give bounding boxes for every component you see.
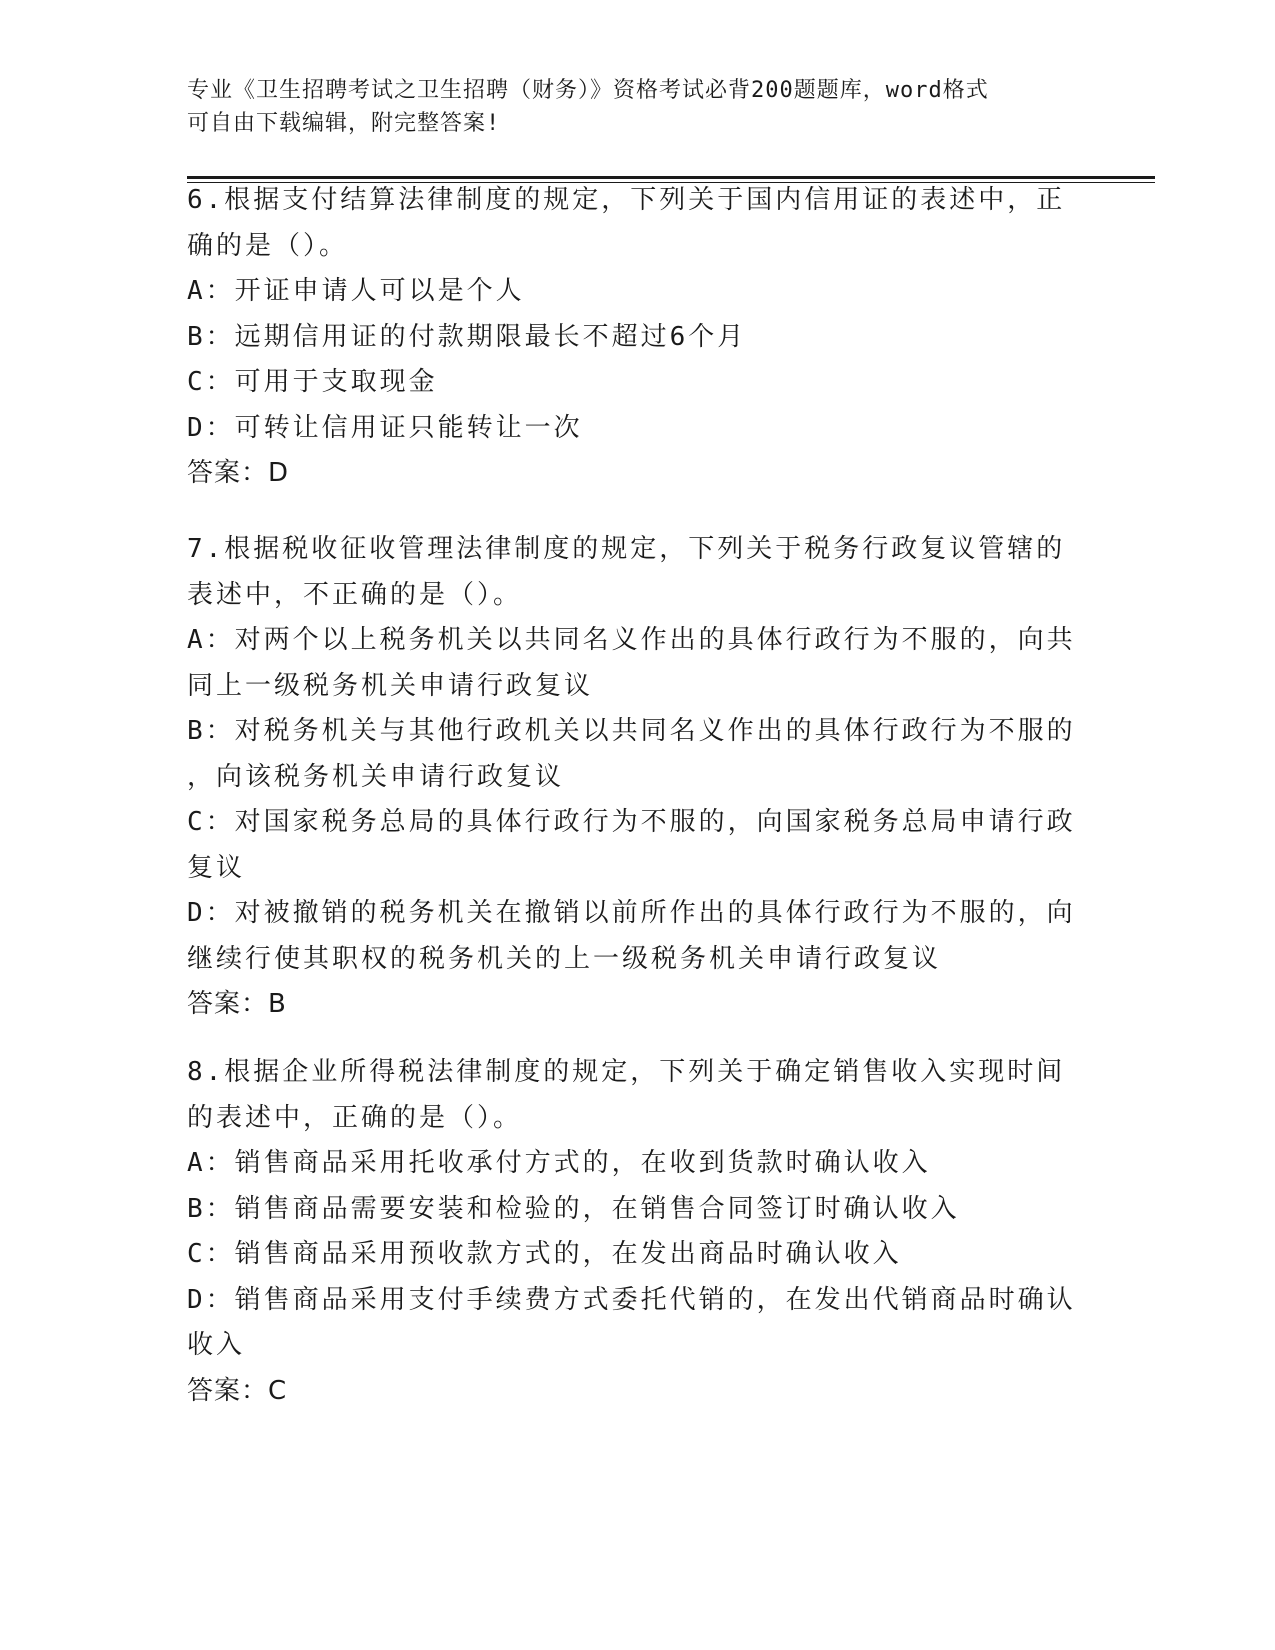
stem-line: 的表述中，正确的是（）。 <box>187 1102 523 1133</box>
stem-line: 8.根据企业所得税法律制度的规定，下列关于确定销售收入实现时间 <box>187 1057 1066 1087</box>
option-line: B：销售商品需要安装和检验的，在销售合同签订时确认收入 <box>187 1193 960 1224</box>
option-d <box>187 891 1087 982</box>
option-line: C：对国家税务总局的具体行政行为不服的，向国家税务总局申请行政 <box>187 807 1076 837</box>
option-line: D：销售商品采用支付手续费方式委托代销的，在发出代销商品时确认 <box>187 1284 1076 1315</box>
option-line: 收入 <box>187 1330 246 1360</box>
option-a <box>187 1141 1087 1187</box>
option-line: D：可转让信用证只能转让一次 <box>187 412 583 443</box>
header-line-2: 可自由下载编辑，附完整答案! <box>187 111 501 136</box>
answer: 答案：B <box>187 989 287 1019</box>
option-a <box>187 618 1087 709</box>
option-line: 同上一级税务机关申请行政复议 <box>187 670 594 701</box>
option-line: B：对税务机关与其他行政机关以共同名义作出的具体行政行为不服的 <box>187 716 1076 746</box>
option-line: 复议 <box>187 852 246 883</box>
option-d <box>187 406 1087 452</box>
question-stem <box>187 527 1087 618</box>
answer: 答案：D <box>187 458 290 488</box>
question-stem <box>187 1050 1087 1141</box>
option-a <box>187 269 1087 315</box>
option-c <box>187 1232 1087 1278</box>
option-line: D：对被撤销的税务机关在撤销以前所作出的具体行政行为不服的，向 <box>187 898 1076 928</box>
stem-line: 确的是（）。 <box>187 230 349 261</box>
option-line: A：开证申请人可以是个人 <box>187 276 525 306</box>
option-c <box>187 360 1087 406</box>
answer: 答案：C <box>187 1375 288 1406</box>
stem-line: 7.根据税收征收管理法律制度的规定，下列关于税务行政复议管辖的 <box>187 534 1066 564</box>
header-line-1: 专业《卫生招聘考试之卫生招聘（财务）》资格考试必背200题题库，word格式 <box>187 78 989 103</box>
stem-line: 6.根据支付结算法律制度的规定，下列关于国内信用证的表述中，正 <box>187 185 1066 215</box>
question-stem <box>187 178 1087 269</box>
document-header <box>187 74 1067 140</box>
question-8 <box>187 1050 1087 1414</box>
option-line: A：对两个以上税务机关以共同名义作出的具体行政行为不服的，向共 <box>187 625 1076 655</box>
option-line: 继续行使其职权的税务机关的上一级税务机关申请行政复议 <box>187 943 942 974</box>
option-line: ，向该税务机关申请行政复议 <box>187 761 565 792</box>
option-b <box>187 315 1087 361</box>
question-6 <box>187 178 1087 497</box>
option-line: A：销售商品采用托收承付方式的，在收到货款时确认收入 <box>187 1148 931 1178</box>
option-b <box>187 1187 1087 1233</box>
option-line: C：销售商品采用预收款方式的，在发出商品时确认收入 <box>187 1239 902 1269</box>
stem-line: 表述中，不正确的是（）。 <box>187 579 523 610</box>
option-line: B：远期信用证的付款期限最长不超过6个月 <box>187 321 747 352</box>
question-7 <box>187 527 1087 1028</box>
option-b <box>187 709 1087 800</box>
option-line: C：可用于支取现金 <box>187 367 438 397</box>
option-c <box>187 800 1087 891</box>
option-d <box>187 1278 1087 1369</box>
